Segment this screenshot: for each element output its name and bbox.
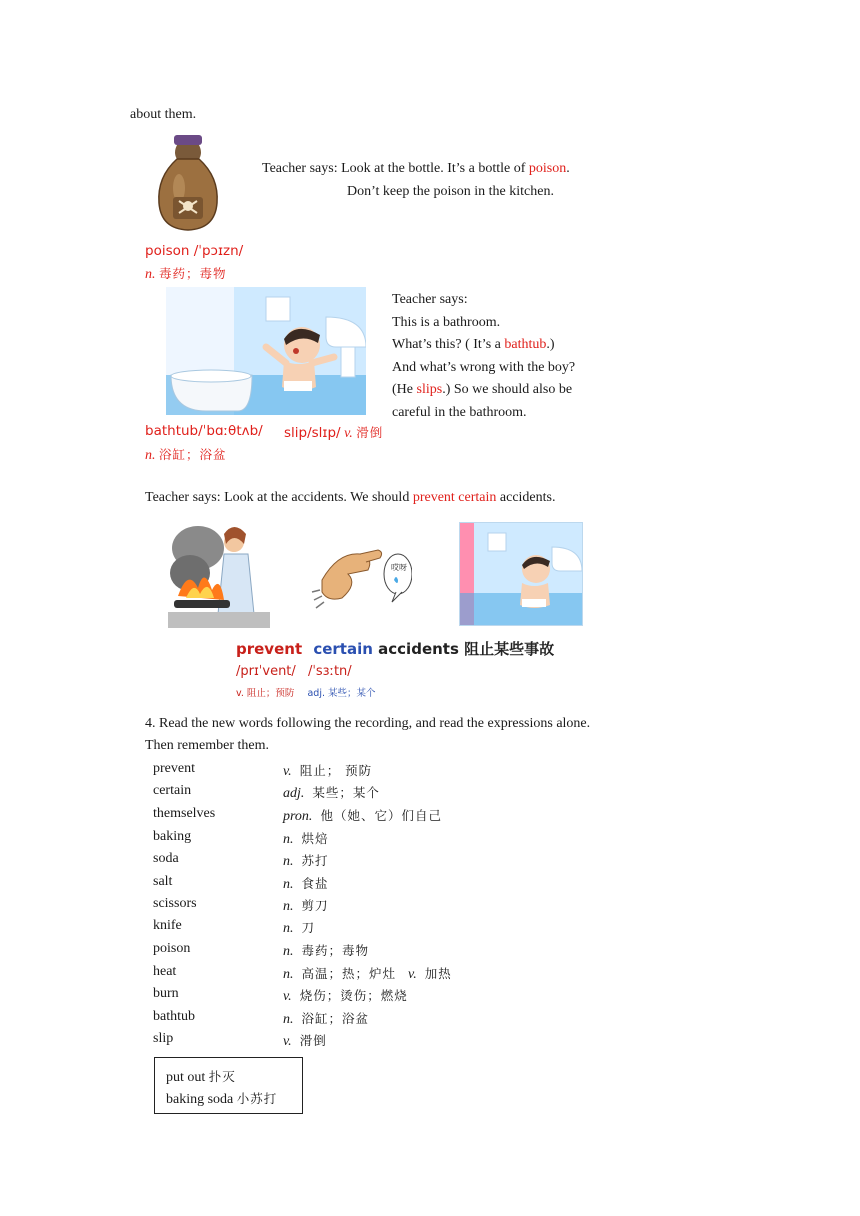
vocab-row-soda bbox=[153, 851, 553, 873]
task4-instruction-line2: Then remember them. bbox=[145, 738, 270, 753]
bathroom-line-3: What’s this? ( It’s a bathtub.) bbox=[392, 337, 555, 352]
vocab-row-certain bbox=[153, 783, 553, 805]
banner-prevent: prevent bbox=[236, 640, 303, 658]
vocab-def: n. 苏打 bbox=[283, 853, 329, 869]
vocab-def: v. 滑倒 bbox=[283, 1033, 327, 1049]
bathroom-slip-image-small bbox=[459, 522, 583, 626]
vocab-word: slip bbox=[153, 1031, 174, 1046]
banner-rest: accidents 阻止某些事故 bbox=[378, 640, 555, 658]
vocab-row-bathtub bbox=[153, 1009, 553, 1031]
slip-phonetic: slip/slɪp/ v. 滑倒 bbox=[284, 425, 384, 441]
accidents-teacher-line: Teacher says: Look at the accidents. We should prevent certain accidents. bbox=[145, 490, 556, 505]
vocab-def: v. 烧伤；烫伤；燃烧 bbox=[283, 988, 408, 1004]
vocab-word: heat bbox=[153, 964, 177, 979]
bathroom-line-5: (He slips.) So we should also be bbox=[392, 382, 573, 397]
bathroom-line-4: And what’s wrong with the boy? bbox=[392, 360, 576, 375]
vocab-row-heat bbox=[153, 964, 553, 986]
banner-phonetics: /prɪˈvent/ /ˈsɜːtn/ bbox=[236, 664, 352, 679]
vocab-row-baking bbox=[153, 829, 553, 851]
bathroom-line-1: Teacher says: bbox=[392, 292, 468, 307]
speech-bubble-text: 哎呀 bbox=[391, 563, 407, 572]
vocab-def: n. 刀 bbox=[283, 920, 316, 936]
vocab-word: baking bbox=[153, 829, 192, 844]
vocab-row-themselves bbox=[153, 806, 553, 828]
banner-meanings: v. 阻止；预防 adj. 某些；某个 bbox=[236, 688, 376, 699]
poison-phonetic: poison /ˈpɔɪzn/ bbox=[145, 243, 244, 259]
poison-teacher-line1: Teacher says: Look at the bottle. It’s a bottle of poison. bbox=[262, 161, 570, 176]
vocab-word: salt bbox=[153, 874, 173, 889]
vocab-word: knife bbox=[153, 918, 182, 933]
vocab-def: n. 毒药；毒物 bbox=[283, 943, 370, 959]
vocab-word: burn bbox=[153, 986, 179, 1001]
poison-teacher-line2: Don’t keep the poison in the kitchen. bbox=[347, 184, 554, 199]
bathroom-line-6: careful in the bathroom. bbox=[392, 405, 527, 420]
vocab-def: pron. 他（她、它）们自己 bbox=[283, 808, 442, 824]
vocab-row-scissors bbox=[153, 896, 553, 918]
expressions-box bbox=[154, 1057, 303, 1114]
vocab-word: themselves bbox=[153, 806, 216, 821]
vocab-def: adj. 某些；某个 bbox=[283, 785, 380, 801]
poison-meaning: n. 毒药；毒物 bbox=[145, 266, 227, 282]
vocab-row-prevent bbox=[153, 761, 553, 783]
bathroom-line-2: This is a bathroom. bbox=[392, 315, 501, 330]
vocab-row-poison bbox=[153, 941, 553, 963]
prevent-certain-banner bbox=[236, 638, 554, 659]
vocab-def: n. 浴缸；浴盆 bbox=[283, 1011, 370, 1027]
expression-put-out: put out 扑灭 bbox=[166, 1069, 236, 1085]
vocab-word: bathtub bbox=[153, 1009, 195, 1024]
vocab-word: certain bbox=[153, 783, 192, 798]
bathroom-slip-image bbox=[166, 287, 366, 415]
banner-certain: certain bbox=[313, 640, 373, 658]
vocab-def: n. 烘焙 bbox=[283, 831, 329, 847]
vocab-word: scissors bbox=[153, 896, 197, 911]
vocab-row-salt bbox=[153, 874, 553, 896]
task4-instruction-line1: 4. Read the new words following the recording, and read the expressions alone. bbox=[145, 716, 591, 731]
kitchen-fire-image bbox=[168, 518, 270, 628]
bathtub-meaning: n. 浴缸；浴盆 bbox=[145, 447, 227, 463]
vocab-def: n. 剪刀 bbox=[283, 898, 329, 914]
vocab-row-burn bbox=[153, 986, 553, 1008]
vocab-def: n. 高温；热；炉灶 v. 加热 bbox=[283, 966, 452, 982]
vocab-word: prevent bbox=[153, 761, 195, 776]
vocab-def: v. 阻止； 预防 bbox=[283, 763, 373, 779]
cut-finger-image bbox=[308, 540, 412, 612]
vocab-word: poison bbox=[153, 941, 191, 956]
vocab-word: soda bbox=[153, 851, 179, 866]
vocab-def: n. 食盐 bbox=[283, 876, 329, 892]
poison-bottle-image bbox=[155, 133, 221, 233]
vocab-row-knife bbox=[153, 918, 553, 940]
expression-baking-soda: baking soda 小苏打 bbox=[166, 1091, 278, 1107]
intro-tail-text: about them. bbox=[130, 107, 197, 122]
bathtub-phonetic: bathtub/ˈbɑːθtʌb/ bbox=[145, 423, 263, 439]
vocab-row-slip bbox=[153, 1031, 553, 1053]
